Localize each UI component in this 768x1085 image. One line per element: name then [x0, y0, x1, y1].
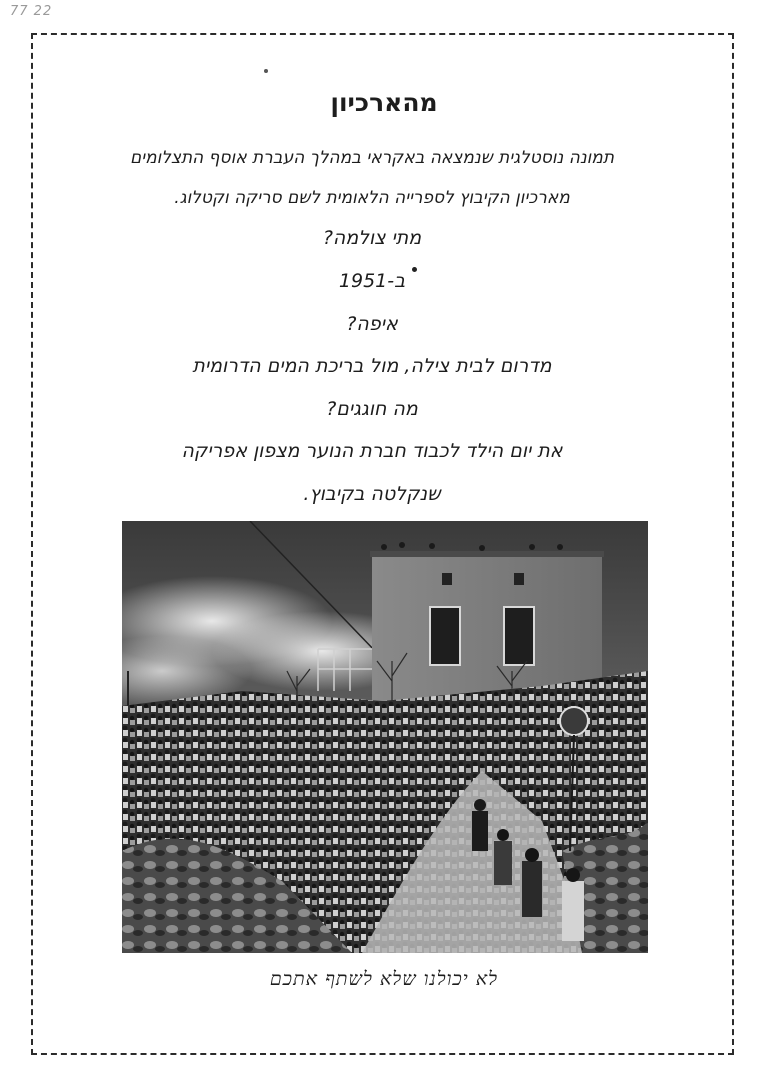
answer-when: ב-1951 [338, 270, 406, 292]
intro-line-2: מארכיון הקיבוץ לספרייה הלאומית לשם סריקה וקטלוג. [174, 188, 570, 208]
answer-what-line-1: את יום הילד לכבוד חברת הנוער מצפון אפריקה [181, 440, 563, 462]
archive-photo [122, 521, 648, 953]
bullet-dot [412, 267, 417, 272]
scan-speck [264, 69, 268, 73]
page-number: 77 22 [10, 4, 53, 19]
question-where: איפה? [346, 313, 398, 335]
answer-where: מדרום לבית צילה, מול בריכת המים הדרומית [192, 355, 552, 377]
page-title: מהארכיון [330, 88, 438, 117]
caption: לא יכולנו שלא לשתף אתכם [269, 968, 499, 990]
question-when: מתי צולמה? [322, 227, 422, 249]
answer-what-line-2: שנקלטה בקיבוץ. [303, 483, 441, 505]
question-what: מה חוגגים? [326, 398, 418, 420]
intro-line-1: תמונה נוסטלגית שנמצאה באקראי במהלך העברת אוסף התצלומים [129, 148, 614, 168]
